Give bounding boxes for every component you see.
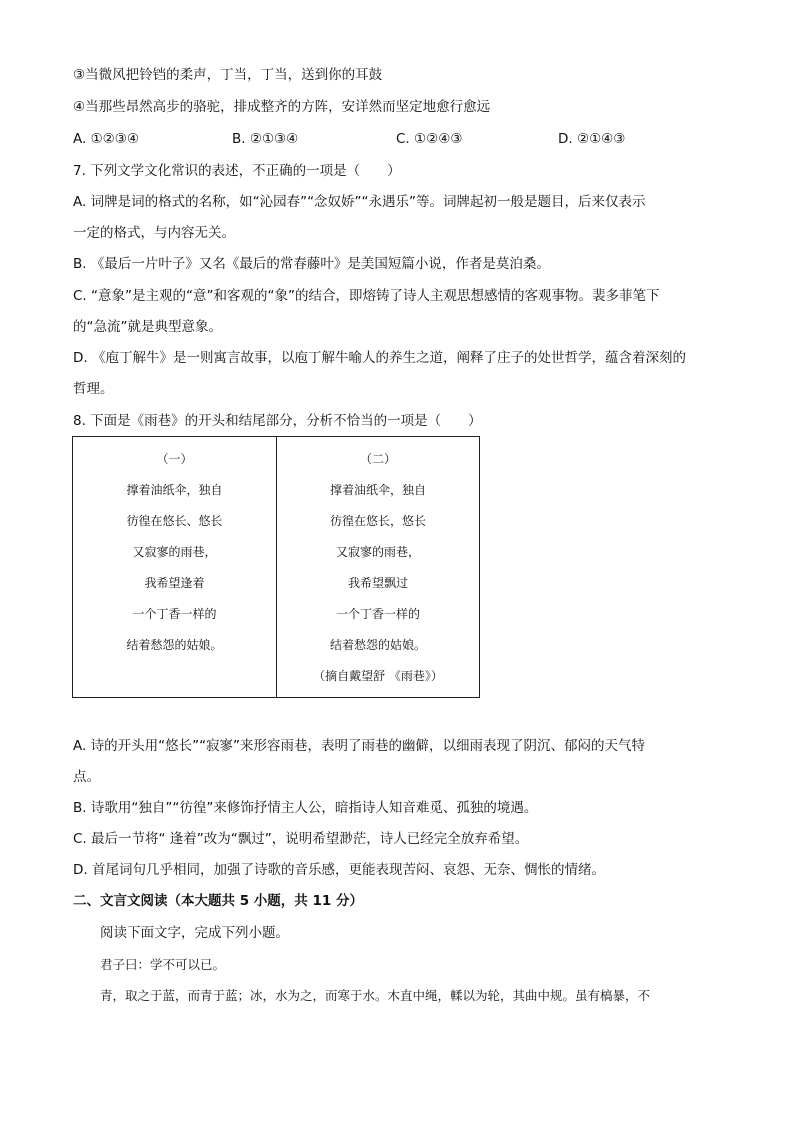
poem1-line: 结着愁怨的姑娘。	[126, 638, 223, 652]
poem-column-two	[277, 437, 479, 697]
q7-option-c-line1: C. “意象”是主观的“意”和客观的“象”的结合，即熔铸了诗人主观思想感情的客观事物。裴多菲笔下	[73, 288, 660, 304]
q7-option-d-line2: 哲理。	[73, 381, 114, 397]
poem2-line: 结着愁怨的姑娘。	[329, 638, 426, 652]
q6-line4: ④当那些昂然高步的骆驼，排成整齐的方阵，安详然而坚定地愈行愈远	[73, 99, 491, 115]
q8-option-a-line2: 点。	[73, 769, 100, 785]
q8-stem: 8. 下面是《雨巷》的开头和结尾部分，分析不恰当的一项是（ ）	[73, 413, 482, 429]
q6-option-b[interactable]: B. ②①③④	[232, 131, 299, 147]
poem1-header: （一）	[156, 452, 193, 466]
poem-comparison-table	[72, 436, 480, 698]
q8-option-c: C. 最后一节将“ 逢着”改为“飘过”，说明希望渺茫，诗人已经完全放弃希望。	[73, 831, 529, 847]
q7-option-d-line1: D. 《庖丁解牛》是一则寓言故事，以庖丁解牛喻人的养生之道，阐释了庄子的处世哲学，蕴含着深刻的	[73, 350, 686, 366]
poem-column-one	[73, 437, 277, 697]
poem1-line: 撑着油纸伞，独自	[126, 483, 223, 497]
poem2-line: 彷徨在悠长，悠长	[329, 514, 426, 528]
q7-option-a-line1: A. 词牌是词的格式的名称，如“沁园春”“念奴娇”“永遇乐”等。词牌起初一般是题目，后来仅表示	[73, 194, 646, 210]
q6-options	[73, 130, 733, 148]
classical-text-line1: 君子曰：学不可以已。	[100, 957, 226, 972]
q7-stem: 7. 下列文学文化常识的表述，不正确的一项是（ ）	[73, 163, 401, 179]
q6-option-d[interactable]: D. ②①④③	[558, 131, 626, 147]
poem2-source: （摘自戴望舒 《雨巷》）	[313, 669, 443, 683]
classical-text-line2: 青，取之于蓝，而青于蓝；冰，水为之，而寒于水。木直中绳，輮以为轮，其曲中规。虽有槁暴，不	[100, 988, 651, 1003]
poem2-line: 一个丁香一样的	[335, 607, 420, 621]
q8-option-b: B. 诗歌用“独自”“彷徨”来修饰抒情主人公，暗指诗人知音难觅、孤独的境遇。	[73, 800, 538, 816]
q7-option-b: B. 《最后一片叶子》又名《最后的常春藤叶》是美国短篇小说，作者是莫泊桑。	[73, 256, 550, 272]
poem2-header: （二）	[359, 452, 396, 466]
poem2-line: 撑着油纸伞，独自	[329, 483, 426, 497]
poem1-line: 一个丁香一样的	[132, 607, 217, 621]
q7-option-c-line2: 的“急流”就是典型意象。	[73, 319, 222, 335]
section-heading: 二、文言文阅读（本大题共 5 小题，共 11 分）	[73, 893, 363, 909]
q8-option-a-line1: A. 诗的开头用“悠长”“寂寥”来形容雨巷，表明了雨巷的幽僻，以细雨表现了阴沉、郁闷的天气特	[73, 738, 646, 754]
q6-option-a[interactable]: A. ①②③④	[73, 131, 139, 147]
poem2-line: 我希望飘过	[347, 576, 408, 590]
q8-option-d: D. 首尾词句几乎相同，加强了诗歌的音乐感，更能表现苦闷、哀怨、无奈、惆怅的情绪。	[73, 862, 605, 878]
poem2-line: 又寂寥的雨巷，	[335, 545, 420, 559]
q6-line3: ③当微风把铃铛的柔声，丁当，丁当，送到你的耳鼓	[73, 67, 383, 83]
reading-instruction: 阅读下面文字，完成下列小题。	[100, 925, 289, 941]
poem1-line: 又寂寥的雨巷，	[132, 545, 217, 559]
poem1-line: 彷徨在悠长、悠长	[126, 514, 223, 528]
q6-option-c[interactable]: C. ①②④③	[396, 131, 463, 147]
q7-option-a-line2: 一定的格式，与内容无关。	[73, 225, 235, 241]
poem1-line: 我希望逢着	[144, 576, 205, 590]
